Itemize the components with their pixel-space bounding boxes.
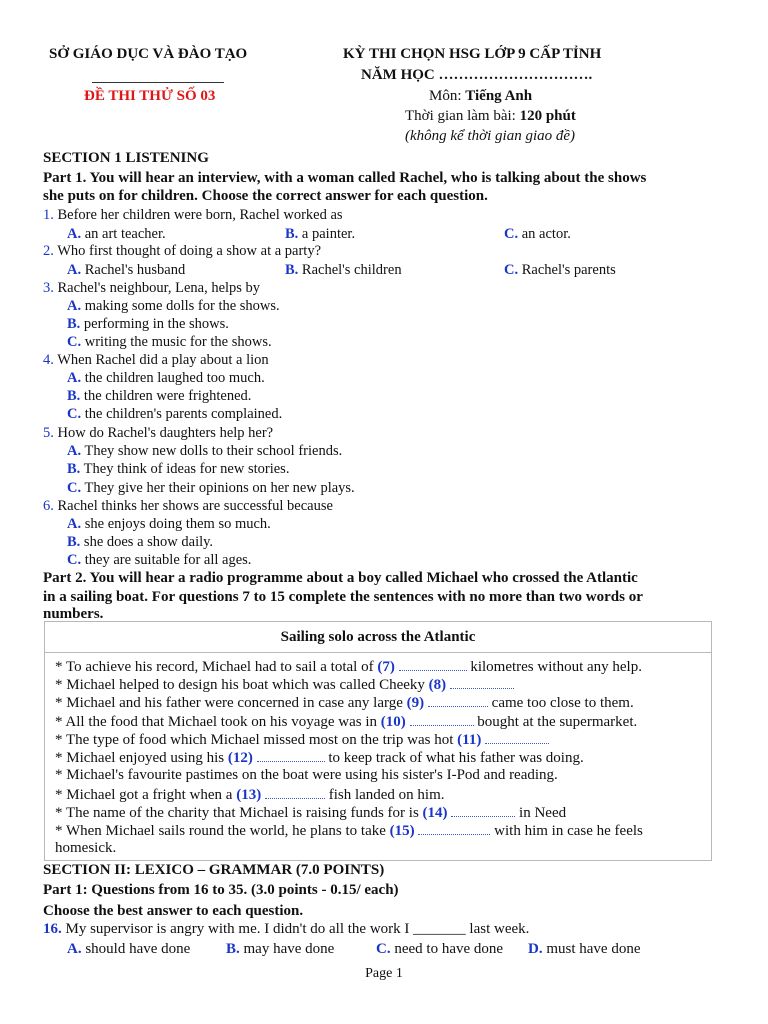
option-text: Rachel's parents [521,262,616,278]
answer-blank[interactable] [451,804,515,817]
gap-line-13: * Michael got a fright when a (13) fish landed on him. [55,787,445,803]
q5-option-b [67,461,289,478]
question-number: 6. [43,498,54,514]
trial-exam-label: ĐỀ THI THỬ SỐ 03 [84,88,216,104]
gap-line-10: * All the food that Michael took on his voyage was in (10) bought at the supermarket. [55,714,638,730]
option-text: the children's parents complained. [84,406,283,422]
option-text: They give her their opinions on her new plays. [84,480,355,496]
question-text: Before her children were born, Rachel worked as [57,207,343,223]
option-letter: B. [67,388,81,404]
option-text: a painter. [301,226,356,242]
question-number: 1. [43,207,54,223]
info-line: * Michael's favourite pastimes on the boat were using his sister's I-Pod and reading. [55,767,558,783]
exam-title: KỲ THI CHỌN HSG LỚP 9 CẤP TỈNH [343,46,602,62]
q1-option-c [504,226,571,243]
question-2 [43,243,321,260]
option-letter: A. [67,298,82,314]
section2-instructions: Choose the best answer to each question. [43,903,304,919]
q3-option-c [67,334,272,351]
question-text: Rachel's neighbour, Lena, helps by [57,280,261,296]
answer-blank[interactable] [399,658,467,671]
part2-instructions-line1: Part 2. You will hear a radio programme about a boy called Michael who crossed the Atlantic [43,570,638,586]
q4-option-c [67,406,282,423]
subject-line [429,88,532,105]
q5-option-c [67,480,355,497]
question-number: 3. [43,280,54,296]
q1-option-a [67,226,166,243]
gap-line-9: * Michael and his father were concerned in case any large (9) came too close to them. [55,695,634,711]
option-letter: A. [67,443,82,459]
option-letter: B. [67,534,81,550]
option-letter: A. [67,226,82,242]
subject-label: Môn: [429,88,466,104]
option-letter: C. [67,480,82,496]
section2-title: SECTION II: LEXICO – GRAMMAR (7.0 POINTS) [43,862,385,878]
option-letter: C. [504,262,519,278]
answer-blank[interactable] [485,731,549,744]
q3-option-b [67,316,229,333]
page-number: Page 1 [365,966,403,981]
option-text: Rachel's husband [84,262,186,278]
question-text: Rachel thinks her shows are successful because [57,498,333,514]
question-5 [43,425,273,442]
question-text: When Rachel did a play about a lion [57,352,269,368]
q4-option-a [67,370,265,387]
option-text: an actor. [521,226,571,242]
question-4 [43,352,269,369]
question-1 [43,207,343,224]
header-underline [92,82,224,83]
answer-blank[interactable] [410,713,474,726]
q6-option-c [67,552,251,569]
option-text: Rachel's children [301,262,402,278]
q16-option-c: C. need to have done [376,941,504,957]
answer-blank[interactable] [418,822,490,835]
option-letter: B. [67,316,81,332]
time-label: Thời gian làm bài: [405,108,520,124]
question-number: 5. [43,425,54,441]
gap-line-8: * Michael helped to design his boat which was called Cheeky (8) [55,676,514,694]
q16-option-b: B. may have done [226,941,335,957]
option-text: the children were frightened. [83,388,252,404]
question-text: How do Rachel's daughters help her? [57,425,274,441]
option-text: she enjoys doing them so much. [84,516,271,532]
option-text: They show new dolls to their school friends. [84,443,343,459]
q6-option-a [67,516,271,533]
answer-blank[interactable] [450,676,514,689]
q1-option-b [285,226,355,243]
option-letter: C. [504,226,519,242]
option-letter: B. [285,226,299,242]
option-letter: A. [67,370,82,386]
option-text: she does a show daily. [83,534,214,550]
question-number: 2. [43,243,54,259]
option-letter: C. [67,334,82,350]
q5-option-a [67,443,342,460]
school-year: NĂM HỌC …………………………. [361,67,593,83]
option-text: an art teacher. [84,226,166,242]
time-value: 120 phút [519,108,576,124]
question-6 [43,498,333,515]
gap-line-continued: homesick. [55,840,117,856]
sailing-box-title: Sailing solo across the Atlantic [280,629,476,645]
part1-instructions-line2: she puts on for children. Choose the correct answer for each question. [43,188,488,204]
gap-line-7: * To achieve his record, Michael had to sail a total of (7) kilometres without any help. [55,659,642,675]
option-letter: C. [67,552,82,568]
option-letter: B. [67,461,81,477]
part2-instructions-line3: numbers. [43,606,104,622]
option-text: writing the music for the shows. [84,334,272,350]
q16-option-d: D. must have done [528,941,641,957]
part2-instructions-line2: in a sailing boat. For questions 7 to 15 complete the sentences with no more than two words or [43,589,643,605]
option-text: they are suitable for all ages. [84,552,252,568]
option-letter: B. [285,262,299,278]
option-text: the children laughed too much. [84,370,265,386]
option-letter: A. [67,516,82,532]
subject-value: Tiếng Anh [465,88,533,104]
q2-option-a [67,262,185,279]
option-text: performing in the shows. [83,316,229,332]
q6-option-b [67,534,213,551]
gap-line-14: * The name of the charity that Michael is raising funds for is (14) in Need [55,805,567,821]
q2-option-b [285,262,402,279]
question-number: 4. [43,352,54,368]
sailing-box-header [45,622,711,653]
question-3 [43,280,260,297]
sailing-box [44,621,712,861]
time-note: (không kể thời gian giao đề) [405,128,576,144]
question-text: Who first thought of doing a show at a party? [57,243,322,259]
question-number: 16. [43,921,62,937]
option-letter: A. [67,262,82,278]
gap-line-12: * Michael enjoyed using his (12) to keep track of what his father was doing. [55,750,584,766]
option-text: They think of ideas for new stories. [83,461,290,477]
department-name: SỞ GIÁO DỤC VÀ ĐÀO TẠO [49,46,248,62]
answer-blank[interactable] [265,786,325,799]
question-16 [43,921,529,938]
q16-option-a: A. should have done [67,941,191,957]
part1-instructions-line1: Part 1. You will hear an interview, with a woman called Rachel, who is talking about the shows [43,170,647,186]
q4-option-b [67,388,251,405]
q3-option-a [67,298,280,315]
question-text: My supervisor is angry with me. I didn't do all the work I _______ last week. [61,921,530,937]
q2-option-c [504,262,616,279]
answer-blank[interactable] [428,694,488,707]
gap-line-11: * The type of food which Michael missed most on the trip was hot (11) [55,731,549,749]
option-text: making some dolls for the shows. [84,298,280,314]
section2-part1: Part 1: Questions from 16 to 35. (3.0 points - 0.15/ each) [43,882,399,898]
gap-line-15: * When Michael sails round the world, he plans to take (15) with him in case he feels [55,823,643,839]
option-letter: C. [67,406,82,422]
time-line [405,108,576,125]
answer-blank[interactable] [257,749,325,762]
section1-title: SECTION 1 LISTENING [43,150,209,166]
